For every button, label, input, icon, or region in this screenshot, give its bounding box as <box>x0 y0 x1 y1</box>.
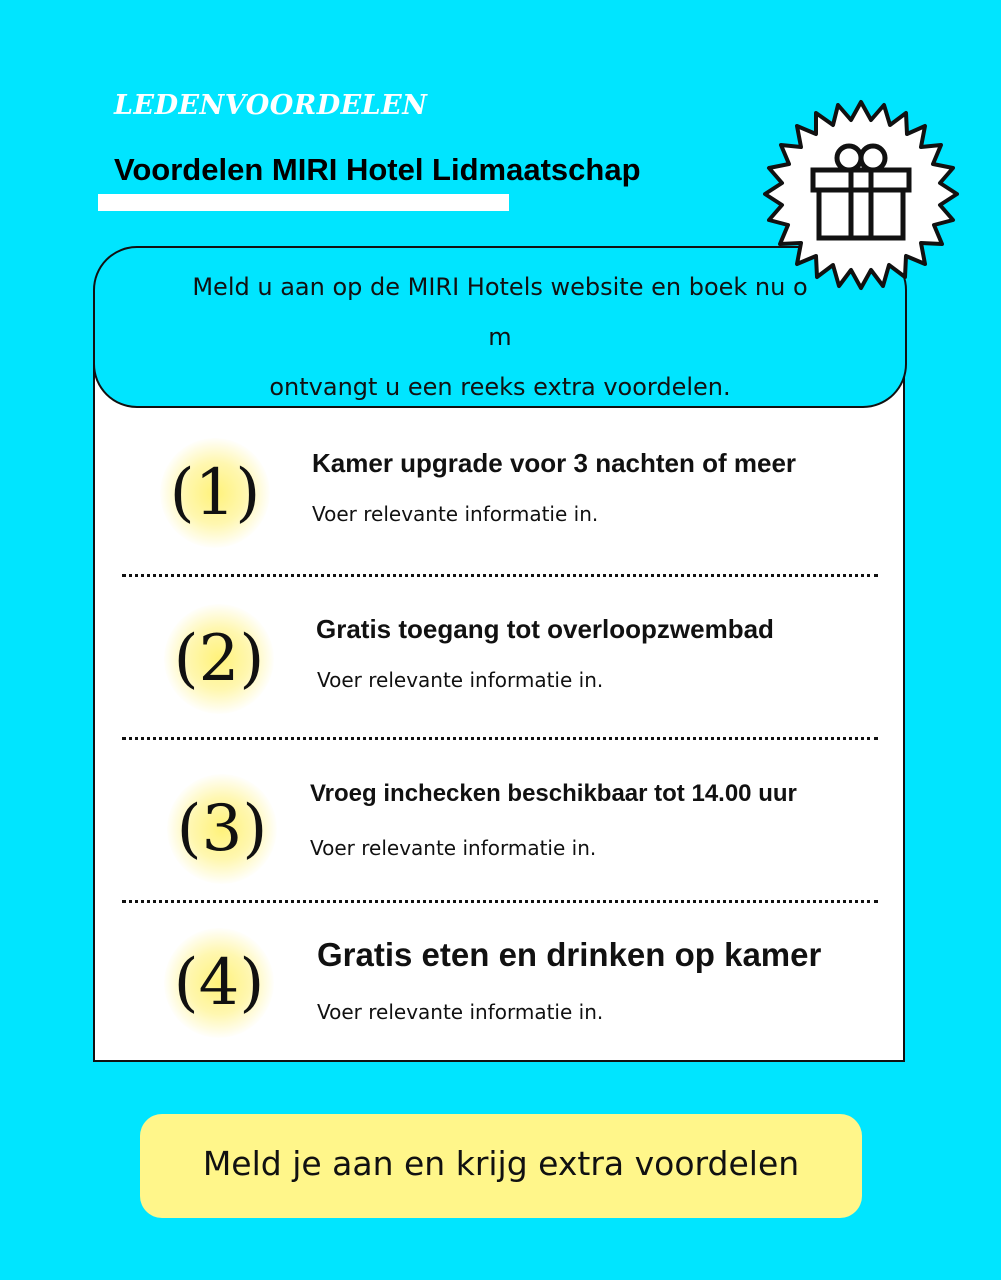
benefit-title: Gratis toegang tot overloopzwembad <box>316 614 774 644</box>
intro-line-1: Meld u aan op de MIRI Hotels website en boek nu o <box>192 273 808 301</box>
number-highlight <box>160 438 270 548</box>
benefit-number: (4) <box>173 946 265 1020</box>
benefit-description: Voer relevante informatie in. <box>312 502 599 526</box>
page-title: Voordelen MIRI Hotel Lidmaatschap <box>114 152 641 187</box>
benefit-item-2 <box>120 596 880 736</box>
number-highlight <box>164 604 274 714</box>
benefit-title: Gratis eten en drinken op kamer <box>317 936 822 973</box>
benefit-item-3 <box>120 766 880 906</box>
number-highlight <box>164 928 274 1038</box>
number-highlight <box>167 774 277 884</box>
benefit-title: Kamer upgrade voor 3 nachten of meer <box>312 448 797 478</box>
title-underline <box>98 194 509 211</box>
benefit-number: (2) <box>173 622 265 696</box>
gift-icon <box>763 98 959 294</box>
dotted-divider <box>122 900 878 903</box>
benefit-item-4 <box>120 920 880 1060</box>
benefit-number: (3) <box>176 792 268 866</box>
benefit-title: Vroeg inchecken beschikbaar tot 14.00 uur <box>310 780 797 807</box>
intro-line-2: m <box>488 323 512 351</box>
dotted-divider <box>122 574 878 577</box>
signup-cta-button[interactable]: Meld je aan en krijg extra voordelen <box>140 1114 862 1218</box>
benefit-description: Voer relevante informatie in. <box>310 836 597 860</box>
benefit-description: Voer relevante informatie in. <box>317 1000 604 1024</box>
benefit-description: Voer relevante informatie in. <box>317 668 604 692</box>
benefit-number: (1) <box>169 456 261 530</box>
dotted-divider <box>122 737 878 740</box>
intro-line-3: ontvangt u een reeks extra voordelen. <box>269 373 731 401</box>
eyebrow-label: LEDENVOORDELEN <box>114 90 428 121</box>
gift-badge <box>763 98 959 294</box>
benefit-item-1 <box>120 430 880 570</box>
